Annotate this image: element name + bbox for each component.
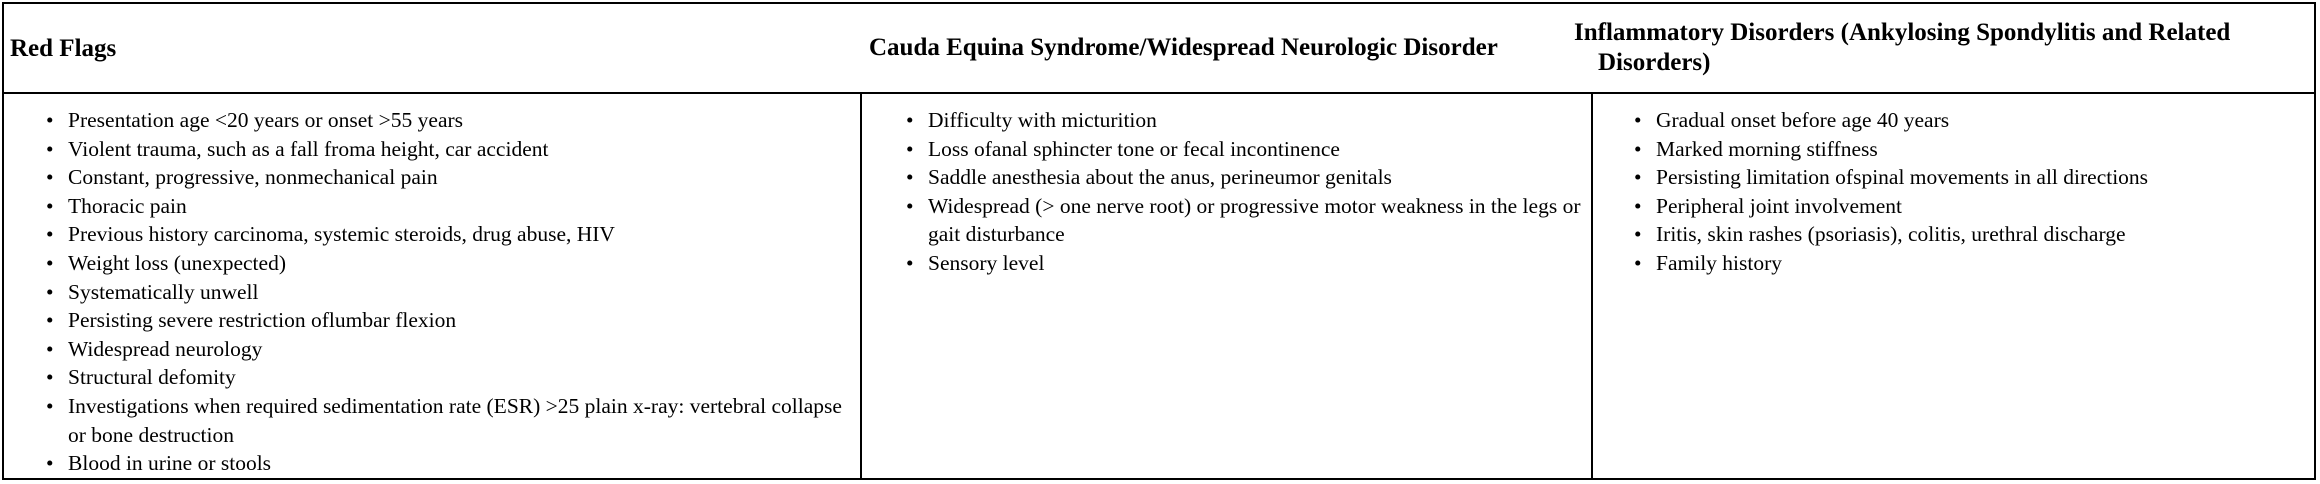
header-cauda-equina: Cauda Equina Syndrome/Widespread Neurologic Disorder — [861, 4, 1592, 93]
list-item — [1634, 249, 2314, 278]
list-item-text: Loss ofanal sphincter tone or fecal incontinence — [928, 136, 1340, 161]
list-item — [1634, 135, 2314, 164]
cauda-equina-list — [862, 94, 1591, 278]
list-item — [46, 306, 860, 335]
list-item — [46, 106, 860, 135]
list-item — [46, 249, 860, 278]
bullet-icon: • — [46, 308, 54, 333]
bullet-icon: • — [46, 365, 54, 390]
inflammatory-list — [1593, 94, 2314, 278]
bullet-icon: • — [1634, 193, 1642, 218]
list-item-text: Investigations when required sedimentation rate (ESR) >25 plain x-ray: vertebral collapse or bone destruction — [68, 393, 842, 447]
bullet-icon: • — [906, 108, 914, 132]
list-item — [906, 106, 1591, 135]
list-item — [46, 163, 860, 192]
list-item — [906, 135, 1591, 164]
list-item-text: Widespread neurology — [68, 336, 263, 361]
list-item-text: Iritis, skin rashes (psoriasis), colitis, urethral discharge — [1656, 222, 2126, 247]
list-item — [46, 392, 860, 449]
list-item-text: Structural defomity — [68, 365, 236, 390]
list-item-text: Gradual onset before age 40 years — [1656, 108, 1950, 132]
list-item-text: Sensory level — [928, 250, 1045, 275]
red-flags-list — [4, 94, 860, 478]
list-item-text: Weight loss (unexpected) — [68, 250, 286, 275]
bullet-icon: • — [1634, 222, 1642, 247]
list-item-text: Previous history carcinoma, systemic steroids, drug abuse, HIV — [68, 222, 615, 247]
bullet-icon: • — [906, 250, 914, 275]
bullet-icon: • — [1634, 136, 1642, 161]
bullet-icon: • — [1634, 108, 1642, 132]
comparison-table — [4, 4, 2314, 478]
bullet-icon: • — [46, 336, 54, 361]
bullet-icon: • — [46, 193, 54, 218]
list-item — [906, 249, 1591, 278]
list-item-text: Widespread (> one nerve root) or progressive motor weakness in the legs or gait disturbance — [928, 193, 1581, 247]
bullet-icon: • — [1634, 250, 1642, 275]
list-item-text: Persisting severe restriction oflumbar flexion — [68, 308, 457, 333]
header-row — [4, 4, 2314, 93]
list-item-text: Persisting limitation ofspinal movements in all directions — [1656, 165, 2149, 190]
bullet-icon: • — [906, 165, 914, 190]
bullet-icon: • — [906, 193, 914, 218]
list-item-text: Constant, progressive, nonmechanical pain — [68, 165, 438, 190]
list-item-text: Violent trauma, such as a fall froma height, car accident — [68, 136, 549, 161]
list-item-text: Systematically unwell — [68, 279, 259, 304]
list-item — [46, 135, 860, 164]
list-item-text: Peripheral joint involvement — [1656, 193, 1903, 218]
bullet-icon: • — [46, 393, 54, 418]
list-item-text: Marked morning stiffness — [1656, 136, 1878, 161]
header-red-flags: Red Flags — [4, 4, 861, 93]
list-item — [1634, 106, 2314, 135]
list-item — [1634, 163, 2314, 192]
list-item — [906, 163, 1591, 192]
list-item-text: Presentation age <20 years or onset >55 years — [68, 108, 464, 132]
list-item — [46, 220, 860, 249]
bullet-icon: • — [46, 250, 54, 275]
list-item — [1634, 192, 2314, 221]
body-row — [4, 93, 2314, 478]
list-item — [46, 335, 860, 364]
header-inflammatory-disorders: Inflammatory Disorders (Ankylosing Spondylitis and Related Disorders) — [1592, 4, 2314, 93]
cauda-equina-cell — [861, 93, 1592, 478]
bullet-icon: • — [46, 136, 54, 161]
list-item-text: Family history — [1656, 250, 1783, 275]
list-item-text: Saddle anesthesia about the anus, perineumor genitals — [928, 165, 1392, 190]
list-item-text: Difficulty with micturition — [928, 108, 1157, 132]
bullet-icon: • — [46, 222, 54, 247]
bullet-icon: • — [1634, 165, 1642, 190]
bullet-icon: • — [46, 451, 54, 476]
red-flags-cell — [4, 93, 861, 478]
list-item-text: Thoracic pain — [68, 193, 187, 218]
list-item — [1634, 220, 2314, 249]
list-item-text: Blood in urine or stools — [68, 451, 272, 476]
list-item — [46, 449, 860, 478]
list-item — [46, 278, 860, 307]
red-flags-table — [2, 2, 2316, 480]
bullet-icon: • — [46, 165, 54, 190]
bullet-icon: • — [46, 108, 54, 132]
list-item — [46, 192, 860, 221]
list-item — [46, 363, 860, 392]
bullet-icon: • — [906, 136, 914, 161]
list-item — [906, 192, 1591, 249]
inflammatory-cell — [1592, 93, 2314, 478]
bullet-icon: • — [46, 279, 54, 304]
